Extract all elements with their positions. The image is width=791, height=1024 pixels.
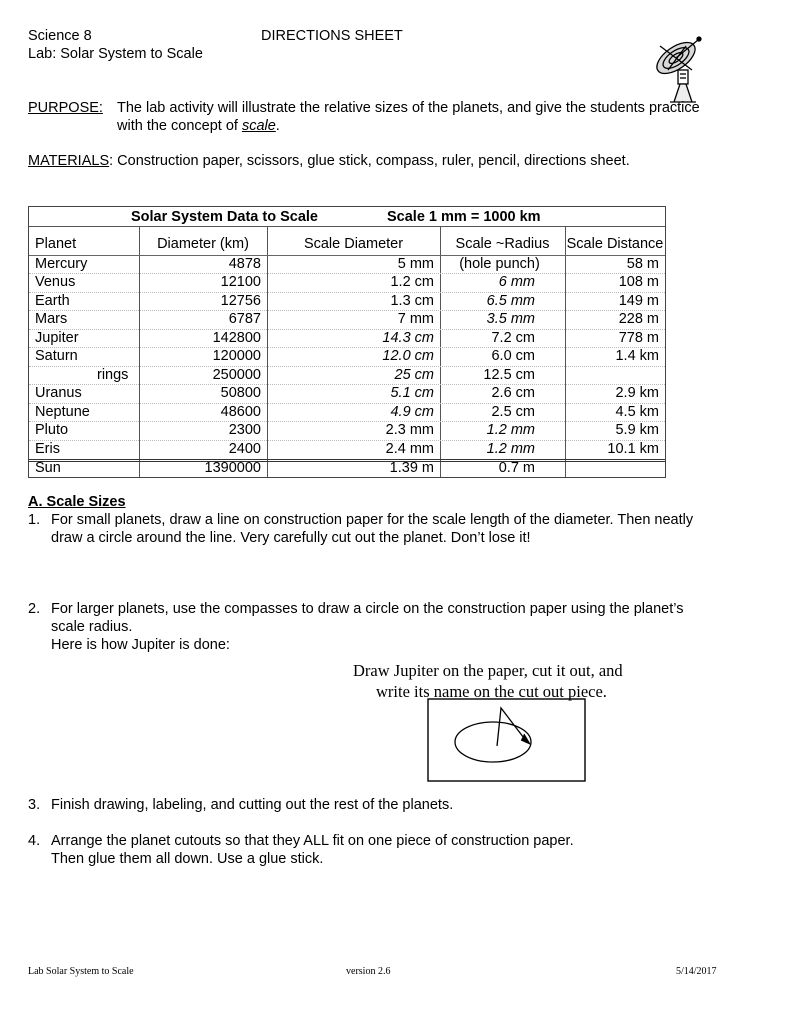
materials-text: : Construction paper, scissors, glue stick, compass, ruler, pencil, directions sheet.	[109, 153, 630, 169]
table-cell: 2300	[228, 422, 261, 439]
footer-right: 5/14/2017	[676, 966, 717, 977]
step1-line2: draw a circle around the line. Very carefully cut out the planet. Don’t lose it!	[51, 530, 531, 546]
planet-name-cell: Earth	[35, 292, 70, 309]
materials-line	[28, 153, 630, 169]
planet-name-cell: Sun	[35, 459, 61, 476]
step4-line2: Then glue them all down. Use a glue stick.	[51, 851, 324, 867]
table-cell: 2.3 mm	[385, 422, 434, 439]
table-header-cell: Scale Diameter	[303, 236, 404, 252]
step4-line1: Arrange the planet cutouts so that they ALL fit on one piece of construction paper.	[51, 833, 574, 849]
step2-line3: Here is how Jupiter is done:	[51, 637, 230, 653]
footer-center: version 2.6	[346, 966, 391, 977]
planet-name-cell: rings	[97, 366, 129, 383]
table-cell: 10.1 km	[607, 441, 659, 457]
table-cell: 149 m	[618, 292, 659, 309]
step1-line1: For small planets, draw a line on construction paper for the scale length of the diameter. Then neatly	[51, 512, 694, 528]
step2-number: 2.	[28, 601, 41, 617]
purpose-emph-scale: scale	[241, 118, 276, 134]
planet-name-cell: Saturn	[35, 348, 78, 365]
purpose-label-text: PURPOSE:	[28, 100, 103, 116]
table-cell: 5.1 cm	[390, 385, 434, 402]
step4-number: 4.	[28, 833, 41, 849]
course-label: Science 8	[28, 28, 92, 44]
table-cell: 142800	[212, 329, 261, 346]
table-cell: 2.4 mm	[385, 441, 434, 457]
table-cell: 2400	[228, 441, 261, 457]
table-cell: 7 mm	[397, 311, 434, 328]
footer-left: Lab Solar System to Scale	[28, 966, 134, 977]
table-cell: 14.3 cm	[382, 329, 434, 346]
step3-number: 3.	[28, 797, 41, 813]
materials-label: MATERIALS	[28, 153, 110, 169]
table-cell: 5 mm	[397, 255, 434, 272]
planet-name-cell: Mars	[35, 311, 68, 328]
table-cell: 12100	[220, 274, 261, 291]
table-cell	[565, 459, 659, 477]
table-cell: 48600	[220, 403, 261, 420]
table-cell: 12.0 cm	[382, 348, 434, 365]
table-cell: 4878	[228, 255, 261, 272]
table-cell: 12756	[220, 292, 261, 309]
construction-paper-rect	[428, 699, 585, 781]
purpose-prefix: with the concept of	[117, 118, 242, 134]
table-cell: 25 cm	[394, 366, 434, 383]
sheet-title: DIRECTIONS SHEET	[261, 28, 403, 44]
table-cell: 2.5 cm	[491, 403, 535, 420]
table-cell: 4.5 km	[615, 403, 659, 420]
figure-caption-line2: write its name on the cut out piece.	[376, 682, 607, 701]
table-cell: 2.9 km	[615, 385, 659, 402]
table-title-divider	[29, 226, 665, 227]
table-cell: 1.2 mm	[486, 422, 535, 439]
planet-name-cell: Pluto	[35, 422, 69, 439]
table-cell: 1.39 m	[389, 459, 434, 476]
table-cell: 6.0 cm	[491, 348, 535, 365]
table-cell: 228 m	[618, 311, 659, 328]
figure-caption-line1: Draw Jupiter on the paper, cut it out, and	[353, 661, 623, 680]
table-cell: 6 mm	[498, 274, 535, 291]
solar-system-table	[28, 206, 666, 478]
purpose-text-line1: The lab activity will illustrate the relative sizes of the planets, and give the students practice	[117, 100, 700, 116]
table-header-cell: Planet	[35, 236, 77, 252]
table-cell: 6787	[228, 311, 261, 328]
step2-line1: For larger planets, use the compasses to draw a circle on the construction paper using the planet’s	[51, 601, 684, 617]
planet-name-cell: Mercury	[35, 255, 88, 272]
table-cell: 1.4 km	[615, 348, 659, 365]
table-cell: (hole punch)	[459, 255, 540, 272]
step3-text: Finish drawing, labeling, and cutting out the rest of the planets.	[51, 797, 454, 813]
table-scale-note: Scale 1 mm = 1000 km	[387, 209, 541, 225]
jupiter-compass-figure	[427, 698, 587, 784]
table-cell: 120000	[212, 348, 261, 365]
table-header-cell: Scale Distance	[566, 236, 664, 252]
planet-name-cell: Neptune	[35, 403, 90, 420]
table-cell: 12.5 cm	[483, 366, 535, 383]
table-cell: 108 m	[618, 274, 659, 291]
table-cell: 6.5 mm	[486, 292, 535, 309]
step2-line2: scale radius.	[51, 619, 133, 635]
satellite-dish-icon	[648, 34, 712, 104]
purpose-suffix: .	[275, 118, 280, 134]
purpose-label	[28, 100, 103, 116]
table-cell: 250000	[212, 366, 261, 383]
table-header-cell: Scale ~Radius	[455, 236, 550, 252]
table-cell: 0.7 m	[498, 459, 535, 476]
planet-name-cell: Uranus	[35, 385, 82, 402]
step1-number: 1.	[28, 512, 41, 528]
table-cell	[565, 366, 659, 384]
table-cell: 7.2 cm	[491, 329, 535, 346]
table-cell: 1.2 mm	[486, 441, 535, 457]
planet-name-cell: Eris	[35, 441, 60, 457]
purpose-text-line2	[117, 118, 280, 134]
table-cell: 58 m	[626, 255, 659, 272]
jupiter-circle	[455, 722, 531, 762]
table-cell: 50800	[220, 385, 261, 402]
section-a-heading: A. Scale Sizes	[28, 494, 126, 510]
planet-name-cell: Jupiter	[35, 329, 79, 346]
table-cell: 2.6 cm	[491, 385, 535, 402]
table-cell: 1.2 cm	[390, 274, 434, 291]
table-header-cell: Diameter (km)	[157, 236, 249, 252]
table-cell: 1390000	[204, 459, 261, 476]
table-cell: 1.3 cm	[390, 292, 434, 309]
table-cell: 4.9 cm	[390, 403, 434, 420]
lab-title: Lab: Solar System to Scale	[28, 46, 203, 62]
table-cell: 778 m	[618, 329, 659, 346]
table-title: Solar System Data to Scale	[131, 209, 318, 225]
table-cell: 3.5 mm	[486, 311, 535, 328]
planet-name-cell: Venus	[35, 274, 76, 291]
table-cell: 5.9 km	[615, 422, 659, 439]
